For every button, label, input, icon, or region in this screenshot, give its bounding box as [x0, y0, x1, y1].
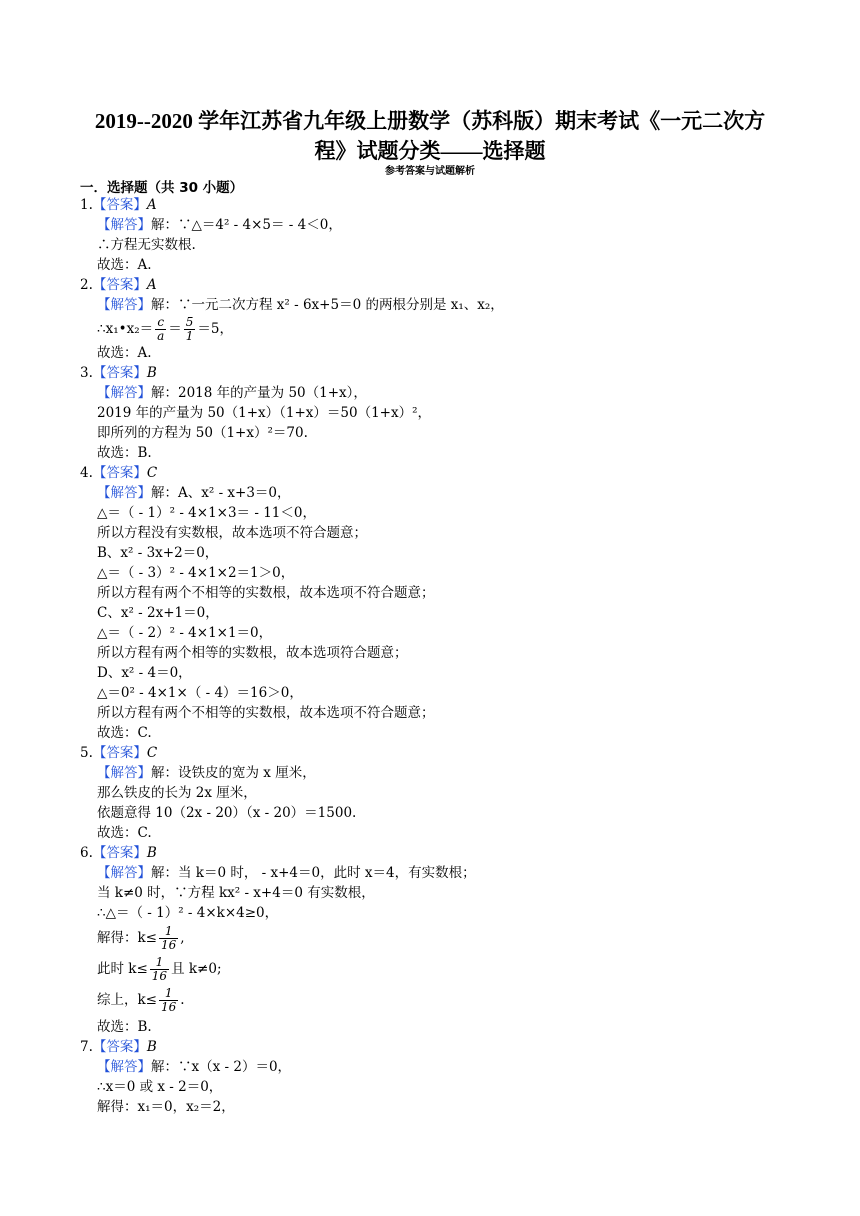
solution-line: 当 k≠0 时，∵方程 kx² - x+4＝0 有实数根， [97, 885, 375, 901]
solution-line: 故选：B. [97, 1019, 152, 1035]
solution-label: 【解答】 [97, 485, 151, 501]
answer-label: 【答案】 [92, 745, 147, 761]
answer-label: 【答案】 [92, 1039, 147, 1055]
answer-label: 【答案】 [92, 465, 147, 481]
solution-line: △＝0² - 4×1×（ - 4）＝16＞0， [97, 685, 303, 701]
fraction-5-over-1: $\frac{5}{1}$ [185, 315, 194, 343]
solution-line: ∴x＝0 或 x - 2＝0， [97, 1079, 223, 1095]
fraction-c-over-a: $\frac{c}{a}$ [157, 315, 165, 343]
solution-line: 所以方程没有实数根，故本选项不符合题意； [97, 525, 367, 541]
solution-line: D、x² - 4＝0， [97, 665, 192, 681]
solution-line: B、x² - 3x+2＝0， [97, 545, 219, 561]
solution-line: 【解答】解：2018 年的产量为 50（1+x）， [97, 385, 367, 401]
solution-line: 故选：A. [97, 345, 152, 361]
solution-line-fraction: 综上，k≤ $\frac{1}{16}$ . [97, 986, 185, 1014]
solution-line: 【解答】解：A、x² - x+3＝0， [97, 485, 291, 501]
section-heading: 一．选择题（共 30 小题） [80, 180, 244, 196]
solution-line: 故选：C. [97, 825, 152, 841]
solution-line: 故选：B. [97, 445, 152, 461]
answer-line-q4: 4.【答案】C [80, 465, 158, 481]
solution-line: 故选：C. [97, 725, 152, 741]
solution-line: 故选：A. [97, 257, 152, 273]
answer-line-q5: 5.【答案】C [80, 745, 158, 761]
solution-label: 【解答】 [97, 297, 151, 313]
solution-line: ∴方程无实数根. [97, 237, 196, 253]
solution-line: △＝（ - 2）² - 4×1×1＝0， [97, 625, 273, 641]
solution-line: 【解答】解：∵△＝4² - 4×5＝ - 4＜0， [97, 217, 342, 233]
solution-line-fraction: 解得：k≤ $\frac{1}{16}$ , [97, 924, 185, 952]
document-title-line2: 程》试题分类——选择题 [314, 139, 546, 163]
answer-line-q6: 6.【答案】B [80, 845, 157, 861]
solution-line: 【解答】解：∵一元二次方程 x² - 6x+5＝0 的两根分别是 x₁、x₂， [97, 297, 504, 313]
answer-line-q2: 2.【答案】A [80, 277, 157, 293]
solution-line: 即所列的方程为 50（1+x）²＝70. [97, 425, 308, 441]
answer-label: 【答案】 [92, 845, 147, 861]
answer-line-q7: 7.【答案】B [80, 1039, 157, 1055]
document-subtitle: 参考答案与试题解析 [385, 166, 475, 177]
solution-line-fraction: 此时 k≤ $\frac{1}{16}$ 且 k≠0; [97, 955, 222, 983]
solution-line: ∴△＝（ - 1）² - 4×k×4≥0， [97, 905, 279, 921]
answer-label: 【答案】 [92, 365, 147, 381]
solution-line: 所以方程有两个不相等的实数根，故本选项不符合题意； [97, 705, 435, 721]
solution-line: 所以方程有两个相等的实数根，故本选项符合题意； [97, 645, 408, 661]
solution-line: △＝（ - 3）² - 4×1×2＝1＞0， [97, 565, 295, 581]
solution-line: 那么铁皮的长为 2x 厘米， [97, 785, 257, 801]
solution-line-fraction: ∴x₁•x₂＝ $\frac{c}{a}$ ＝ $\frac{5}{1}$ ＝5， [97, 315, 233, 343]
answer-line-q3: 3.【答案】B [80, 365, 157, 381]
solution-label: 【解答】 [97, 385, 151, 401]
solution-line: 【解答】解：∵x（x - 2）＝0， [97, 1059, 292, 1075]
solution-line: 依题意得 10（2x - 20）（x - 20）＝1500. [97, 805, 357, 821]
solution-line: 解得：x₁＝0，x₂＝2， [97, 1099, 235, 1115]
solution-label: 【解答】 [97, 1059, 151, 1075]
solution-label: 【解答】 [97, 765, 151, 781]
solution-line: 所以方程有两个不相等的实数根，故本选项不符合题意； [97, 585, 435, 601]
answer-label: 【答案】 [92, 277, 147, 293]
answer-line-q1: 1.【答案】A [80, 197, 157, 213]
solution-label: 【解答】 [97, 217, 151, 233]
fraction-1-over-16: $\frac{1}{16}$ [151, 955, 168, 983]
solution-line: 【解答】解：当 k＝0 时， - x+4＝0，此时 x＝4，有实数根； [97, 865, 476, 881]
document-title-line1: 2019--2020 学年江苏省九年级上册数学（苏科版）期末考试《一元二次方 [94, 109, 766, 133]
fraction-1-over-16: $\frac{1}{16}$ [161, 986, 177, 1014]
fraction-1-over-16: $\frac{1}{16}$ [161, 924, 177, 952]
solution-line: △＝（ - 1）² - 4×1×3＝ - 11＜0， [97, 505, 316, 521]
solution-label: 【解答】 [97, 865, 151, 881]
solution-line: C、x² - 2x+1＝0， [97, 605, 219, 621]
solution-line: 2019 年的产量为 50（1+x）（1+x）＝50（1+x）²， [97, 405, 431, 421]
answer-label: 【答案】 [92, 197, 147, 213]
solution-line: 【解答】解：设铁皮的宽为 x 厘米， [97, 765, 316, 781]
